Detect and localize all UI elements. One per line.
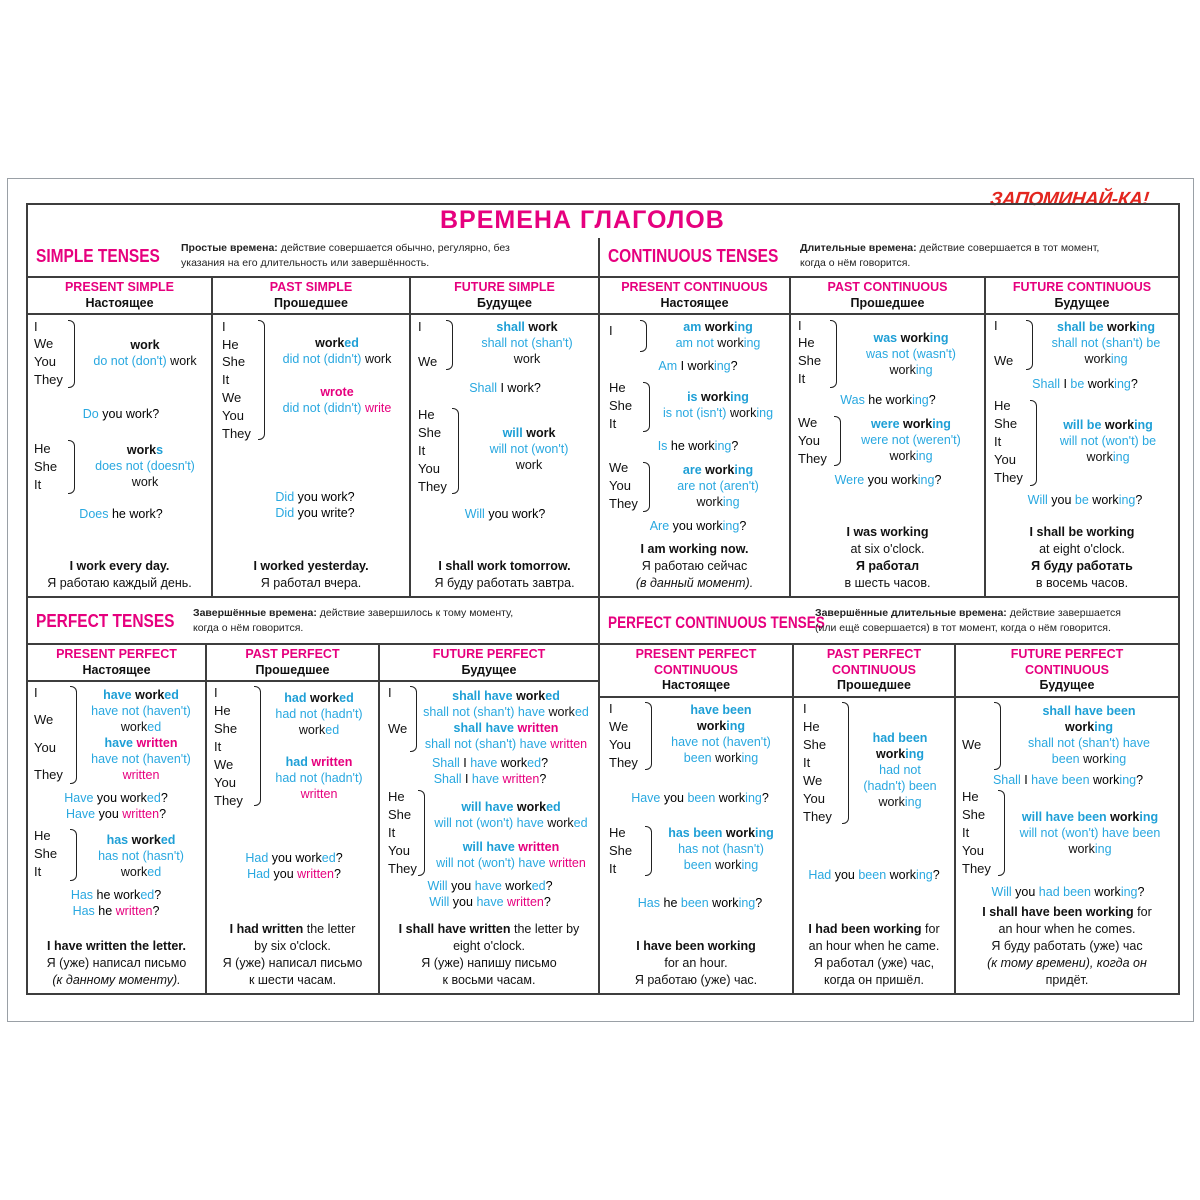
question-form: Will you have worked? Will you have written? [427, 879, 553, 909]
pronoun: We [962, 737, 982, 752]
pronoun: You [34, 354, 56, 369]
divider [26, 276, 1180, 278]
divider [599, 696, 1180, 698]
divider [26, 680, 599, 682]
verb-forms: will have worked will not (won't) have worked [434, 800, 588, 830]
pronoun: He [388, 789, 405, 804]
bracket [645, 826, 652, 876]
bracket [254, 686, 261, 806]
verb-forms: shall have been working shall not (shan't) have been working [1028, 704, 1150, 766]
pronoun: We [388, 721, 408, 736]
question-form: Will you had been working? [991, 885, 1145, 899]
verb-forms: will work will not (won't) work [489, 426, 569, 472]
bracket [830, 320, 837, 388]
pronoun: We [994, 353, 1014, 368]
bracket [452, 408, 459, 494]
bracket [258, 320, 265, 440]
example: I shall work tomorrow. Я буду работать завтра. [434, 559, 575, 590]
example: I shall have been working for an hour when he comes. Я буду работать (уже) час (к тому времени), когда он придёт. [982, 905, 1152, 987]
question-form: Did you work? Did you write? [275, 490, 355, 520]
pronoun: He [609, 380, 626, 395]
pronoun: They [798, 451, 827, 466]
question-form: Will you work? [464, 507, 546, 521]
pronoun: It [803, 755, 811, 770]
pronoun: They [418, 479, 447, 494]
bracket [640, 320, 647, 352]
pronoun: You [994, 452, 1016, 467]
pronoun: It [222, 372, 230, 387]
pronoun: He [798, 335, 815, 350]
verb-forms: will have been working will not (won't) have been working [1019, 810, 1161, 856]
question-form: Have you been working? [631, 791, 769, 805]
verb-forms: had worked had not (hadn't) worked [275, 691, 363, 737]
verb-forms: work do not (don't) work [93, 338, 197, 368]
bracket [68, 440, 75, 494]
pronoun: She [994, 416, 1018, 431]
pronoun: They [222, 426, 251, 441]
pronoun: She [962, 807, 986, 822]
bracket [1030, 400, 1037, 486]
verb-forms: have worked have not (haven't) worked have written have not (haven't) written [91, 688, 191, 782]
verb-forms: had written had not (hadn't) written [275, 755, 363, 801]
pronoun: He [34, 441, 51, 456]
pronoun: You [388, 843, 410, 858]
pronoun: It [388, 825, 396, 840]
pronoun: They [962, 861, 991, 876]
pronoun: She [214, 721, 238, 736]
pronoun: They [994, 470, 1023, 485]
verb-forms: works does not (doesn't) work [95, 443, 195, 489]
divider [26, 596, 1180, 598]
question-form: Will you be working? [1027, 493, 1143, 507]
pronoun: You [222, 408, 244, 423]
question-form: Are you working? [649, 519, 747, 533]
verb-forms: has worked has not (hasn't) worked [98, 833, 184, 879]
divider [598, 238, 600, 995]
pronoun: We [798, 415, 818, 430]
question-form: Shall I work? [469, 381, 541, 395]
example: I worked yesterday. Я работал вчера. [253, 559, 369, 590]
bracket [70, 686, 77, 784]
example: I had written the letter by six o'clock. Я (уже) написал письмо к шести часам. [222, 922, 363, 987]
pronoun: I [222, 319, 226, 334]
bracket [842, 702, 849, 824]
bracket [645, 702, 652, 770]
column-header-present-perfect: PRESENT PERFECT Настоящее [56, 647, 177, 677]
column-header-present-perfect-continuous: PRESENT PERFECT CONTINUOUS Настоящее [635, 647, 757, 692]
pronoun: They [803, 809, 832, 824]
pronoun: They [388, 861, 417, 876]
question-form: Had you been working? [808, 868, 940, 882]
bracket [418, 790, 425, 876]
pronoun: I [609, 701, 613, 716]
question-form: Shall I have been working? [992, 773, 1144, 787]
pronoun: It [609, 416, 617, 431]
verb-forms: will be working will not (won't) be working [1059, 418, 1157, 464]
question-form: Do you work? [82, 407, 160, 421]
example: I shall be working at eight o'clock. Я буду работать в восемь часов. [1029, 525, 1135, 590]
pronoun: He [994, 398, 1011, 413]
pronoun: We [222, 390, 242, 405]
bracket [994, 702, 1001, 770]
pronoun: We [418, 354, 438, 369]
pronoun: He [962, 789, 979, 804]
example: I shall have written the letter by eight o'clock. Я (уже) напишу письмо к восьми часам. [398, 922, 580, 987]
pronoun: She [798, 353, 822, 368]
pronoun: You [609, 737, 631, 752]
column-header-future-simple: FUTURE SIMPLE Будущее [454, 280, 555, 310]
section-description-perfect: Завершённые времена: действие завершилось к тому моменту, когда о нём говорится. [193, 607, 514, 634]
pronoun: She [418, 425, 442, 440]
question-form: Had you worked? Had you written? [245, 851, 343, 881]
pronoun: It [609, 861, 617, 876]
pronoun: You [962, 843, 984, 858]
section-description-continuous: Длительные времена: действие совершается в тот момент, когда о нём говорится. [800, 242, 1100, 269]
pronoun: They [34, 372, 63, 387]
pronoun: You [798, 433, 820, 448]
pronoun: We [214, 757, 234, 772]
pronoun: They [214, 793, 243, 808]
verb-forms: are working are not (aren't) working [677, 463, 759, 509]
pronoun: She [34, 459, 58, 474]
pronoun: I [798, 318, 802, 333]
pronoun: We [803, 773, 823, 788]
pronoun: You [34, 740, 56, 755]
pronoun: She [388, 807, 412, 822]
pronoun: I [609, 323, 613, 338]
pronoun: I [388, 685, 392, 700]
pronoun: I [994, 318, 998, 333]
question-form: Was he working? [840, 393, 936, 407]
column-header-past-perfect: PAST PERFECT Прошедшее [245, 647, 340, 677]
column-header-present-simple: PRESENT SIMPLE Настоящее [64, 280, 175, 310]
question-form: Has he worked? Has he written? [70, 888, 162, 918]
example: I work every day. Я работаю каждый день. [47, 559, 192, 590]
section-description-perfect-continuous: Завершённые длительные времена: действие завершается (или ещё совершается) в тот момент, когда о нём говорится. [815, 607, 1121, 634]
verb-forms: has been working has not (hasn't) been working [668, 826, 774, 872]
verb-forms: shall be working shall not (shan't) be working [1051, 320, 1161, 366]
section-title-continuous: CONTINUOUS TENSES [608, 246, 779, 266]
pronoun: We [609, 460, 629, 475]
question-form: Am I working? [658, 359, 738, 373]
example: I have been working for an hour. Я работаю (уже) час. [634, 939, 758, 987]
question-form: Have you worked? Have you written? [64, 791, 168, 821]
verb-forms: were working were not (weren't) working [861, 417, 961, 463]
verb-forms: is working is not (isn't) working [662, 390, 774, 420]
verb-forms: am working am not working [675, 320, 761, 350]
pronoun: She [609, 398, 633, 413]
divider [211, 276, 213, 596]
section-description-simple: Простые времена: действие совершается обычно, регулярно, без указания на его длительность или завершённость. [181, 242, 510, 269]
bracket [1026, 320, 1033, 370]
pronoun: You [609, 478, 631, 493]
verb-forms: had been working had not (hadn't) been working [863, 731, 937, 809]
brand-logo: ЗАПОМИНАЙ-КА! [988, 189, 1150, 210]
section-title-perfect-continuous: PERFECT CONTINUOUS TENSES [608, 613, 825, 632]
pronoun: He [34, 828, 51, 843]
example: I have written the letter. Я (уже) написал письмо (к данному моменту). [46, 939, 187, 987]
verb-forms: shall have worked shall not (shan't) have worked shall have written shall not (shan't) have written [423, 689, 589, 751]
pronoun: It [994, 434, 1002, 449]
section-title-perfect: PERFECT TENSES [36, 611, 175, 631]
pronoun: It [34, 864, 42, 879]
example: I was working at six o'clock. Я работал в шесть часов. [844, 525, 931, 590]
pronoun: You [418, 461, 440, 476]
bracket [834, 416, 841, 466]
bracket [643, 382, 650, 432]
pronoun: You [214, 775, 236, 790]
pronoun: They [34, 767, 63, 782]
pronoun: It [962, 825, 970, 840]
column-header-past-perfect-continuous: PAST PERFECT CONTINUOUS Прошедшее [826, 647, 922, 692]
divider [409, 276, 411, 596]
pronoun: She [34, 846, 58, 861]
pronoun: We [34, 336, 54, 351]
pronoun: He [803, 719, 820, 734]
verb-forms: wrote did not (didn't) write [282, 385, 392, 415]
page-title: ВРЕМЕНА ГЛАГОЛОВ [440, 206, 725, 234]
section-title-simple: SIMPLE TENSES [36, 246, 160, 266]
bracket [643, 462, 650, 512]
bracket [68, 320, 75, 388]
pronoun: It [214, 739, 222, 754]
question-form: Shall I have worked? Shall I have written? [431, 756, 549, 786]
pronoun: She [803, 737, 827, 752]
column-header-future-perfect: FUTURE PERFECT Будущее [432, 647, 546, 677]
column-header-past-simple: PAST SIMPLE Прошедшее [269, 280, 353, 310]
pronoun: We [34, 712, 54, 727]
pronoun: You [803, 791, 825, 806]
pronoun: They [609, 755, 638, 770]
question-form: Does he work? [79, 507, 163, 521]
pronoun: She [609, 843, 633, 858]
pronoun: They [609, 496, 638, 511]
pronoun: I [803, 701, 807, 716]
pronoun: It [418, 443, 426, 458]
pronoun: He [222, 337, 239, 352]
example: I am working now. Я работаю сейчас (в данный момент). [635, 542, 754, 590]
pronoun: He [214, 703, 231, 718]
divider [26, 313, 1180, 315]
pronoun: He [418, 407, 435, 422]
bracket [446, 320, 453, 370]
pronoun: We [609, 719, 629, 734]
question-form: Shall I be working? [1032, 377, 1138, 391]
pronoun: I [34, 685, 38, 700]
bracket [70, 829, 77, 881]
question-form: Has he been working? [637, 896, 763, 910]
column-header-future-perfect-continuous: FUTURE PERFECT CONTINUOUS Будущее [1010, 647, 1124, 692]
pronoun: I [34, 319, 38, 334]
question-form: Is he working? [657, 439, 739, 453]
pronoun: She [222, 354, 246, 369]
verb-forms: shall work shall not (shan't) work [481, 320, 573, 366]
pronoun: It [34, 477, 42, 492]
pronoun: I [418, 319, 422, 334]
verb-forms: worked did not (didn't) work [282, 336, 392, 366]
verb-forms: was working was not (wasn't) working [866, 331, 956, 377]
verb-forms: have been working have not (haven't) been working [671, 703, 771, 765]
pronoun: It [798, 371, 806, 386]
column-header-present-continuous: PRESENT CONTINUOUS Настоящее [621, 280, 768, 310]
question-form: Were you working? [834, 473, 942, 487]
divider [26, 643, 1180, 645]
example: I had been working for an hour when he came. Я работал (уже) час, когда он пришёл. [808, 922, 940, 987]
column-header-past-continuous: PAST CONTINUOUS Прошедшее [827, 280, 948, 310]
verb-forms: will have written will not (won't) have written [436, 840, 586, 870]
pronoun: He [609, 825, 626, 840]
column-header-future-continuous: FUTURE CONTINUOUS Будущее [1012, 280, 1152, 310]
pronoun: I [214, 685, 218, 700]
